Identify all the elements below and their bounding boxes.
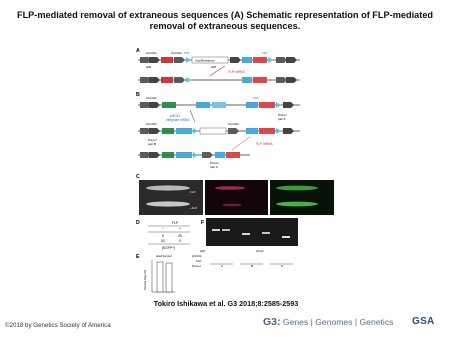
fish-fluorescence [276,186,318,191]
hs4-element [149,152,160,158]
gsa-logo: GSA [412,316,435,327]
hs4-element [276,57,287,63]
journal-name: Genes | Genomes | Genetics [282,317,394,327]
promoter-box [161,77,173,83]
g3-logo: G3: [263,316,281,328]
mcherry-box [226,152,240,158]
hs4-element [286,77,297,83]
f-lane-a: A [221,264,224,268]
panel-c-label: C [136,174,140,180]
d-plus-header: + [179,227,181,231]
frt-site [268,57,273,63]
phic31-label: phiC31 [170,114,181,118]
flp-arrow [232,137,250,150]
frt-label-b: FRT [253,96,259,100]
hs4-element [174,77,185,83]
flp-mrna-label-b: FLP mRNA [256,142,273,146]
f-phic31: phiC31 [192,254,202,258]
figure-title: FLP-mediated removal of extraneous sequences (A) Schematic representation of FLP-mediated removal of extraneous sequences. [16,10,434,31]
cyan-box [242,77,252,83]
hs4-element [149,102,160,108]
frt-site [193,152,198,158]
d-minus-header: − [162,227,164,231]
hs4-label-a2: 2xcHS4 [171,51,182,55]
fish-photo-green [270,180,334,215]
frt-label-a1: FRT [184,51,190,55]
mcherry-box [253,77,267,83]
hs4-element [276,77,287,83]
e-legend: dead Survivor [156,255,173,258]
f-attp: attP [200,249,206,253]
hs4-element [202,152,213,158]
frt-site [276,128,281,134]
ampr-box [200,128,226,134]
d-cell: 0 [162,234,164,238]
f-chr22: chr22 [256,249,264,253]
hs4-element [228,128,239,134]
gel-band [222,229,230,231]
d-cell: 25 [178,234,182,238]
gel-band [282,236,290,238]
integrase-arrow [190,110,195,122]
primer-pair-b-label: pair B [148,142,156,146]
promoter-box [161,57,173,63]
primer-c-label: Primer [210,161,219,165]
f-flp: FLP [196,259,202,263]
integrase-label: integrase mRNA [166,118,190,122]
e-bar [157,262,163,292]
cyan-box [212,102,226,108]
gel-band [262,232,270,234]
fish-fluorescence [276,202,318,207]
d-cell: 0 [179,239,181,243]
cyan-box [246,102,258,108]
frt-site [186,77,191,83]
cyan-box [176,152,192,158]
panel-d-label: D [136,220,140,226]
ampr-label: AmpResistance [195,58,215,63]
hs4-label-b: 2xcHS4 [146,96,157,100]
cyan-box [176,128,192,134]
cyan-box [215,152,225,158]
primer-pair-a-label: pair A [278,117,286,121]
mcherry-box [259,102,275,108]
fish-image [146,201,190,206]
attb-label-a: attB [146,65,151,69]
gel-image [206,218,298,246]
panel-b-label: B [136,92,140,98]
d-cell: 92 [161,239,165,243]
flp-minus-label: FLP [190,190,196,194]
hs4-element [230,57,241,63]
fish-fluorescence [215,186,245,190]
attb-label-a2: attB [211,65,216,69]
fish-photo-red [205,180,268,215]
frt-site [276,102,281,108]
flp-mrna-label-a: FLP mRNA [228,70,245,74]
f-primer: Primer [192,264,201,268]
fish-image [146,185,190,190]
primer-a-label: Primer [278,113,287,117]
mcherry-box [259,128,275,134]
hs4-element [174,57,185,63]
fish-fluorescence [222,204,242,207]
d-egfp-label: (EGFP+) [162,246,176,250]
hs4-element [149,77,160,83]
primer-b-label: Primer [148,138,157,142]
f-lane-c: C [281,264,284,268]
cyan-box [242,57,252,63]
hs4-element [283,128,294,134]
egfp-box [162,128,174,134]
flp-plus-label: +FLP [190,206,198,210]
e-ylabel: Survival Rate (%) [144,269,147,290]
egfp-box [162,102,176,108]
panel-e-label: E [136,254,140,260]
hs4-label-b3: 2xcHS4 [228,122,239,126]
mcherry-box [253,57,267,63]
f-lane-b: B [251,264,254,268]
egfp-box [162,152,174,158]
frt-label-a2: FRT [262,51,268,55]
primer-pair-c-label: pair C [210,165,219,169]
panel-a-label: A [136,48,140,54]
cyan-box [196,102,210,108]
copyright: ©2018 by Genetics Society of America [5,322,111,329]
gel-band [242,233,250,235]
frt-site [193,128,198,134]
frt-site [186,57,191,63]
e-bar [166,263,172,292]
panel-f-label: F [201,220,205,226]
hs4-element [149,57,160,63]
hs4-element [283,102,294,108]
journal-logo [263,316,393,328]
citation: Tokiro Ishikawa et al. G3 2018;8:2585-2593 [153,299,299,308]
gel-band [212,229,220,231]
d-flp-header: FLP [172,221,179,225]
hs4-element [149,128,160,134]
hs4-element [286,57,297,63]
hs4-label-b2: 2xcHS4 [146,122,157,126]
hs4-label-a1: 2xcHS4 [146,51,157,55]
cyan-box [246,128,258,134]
